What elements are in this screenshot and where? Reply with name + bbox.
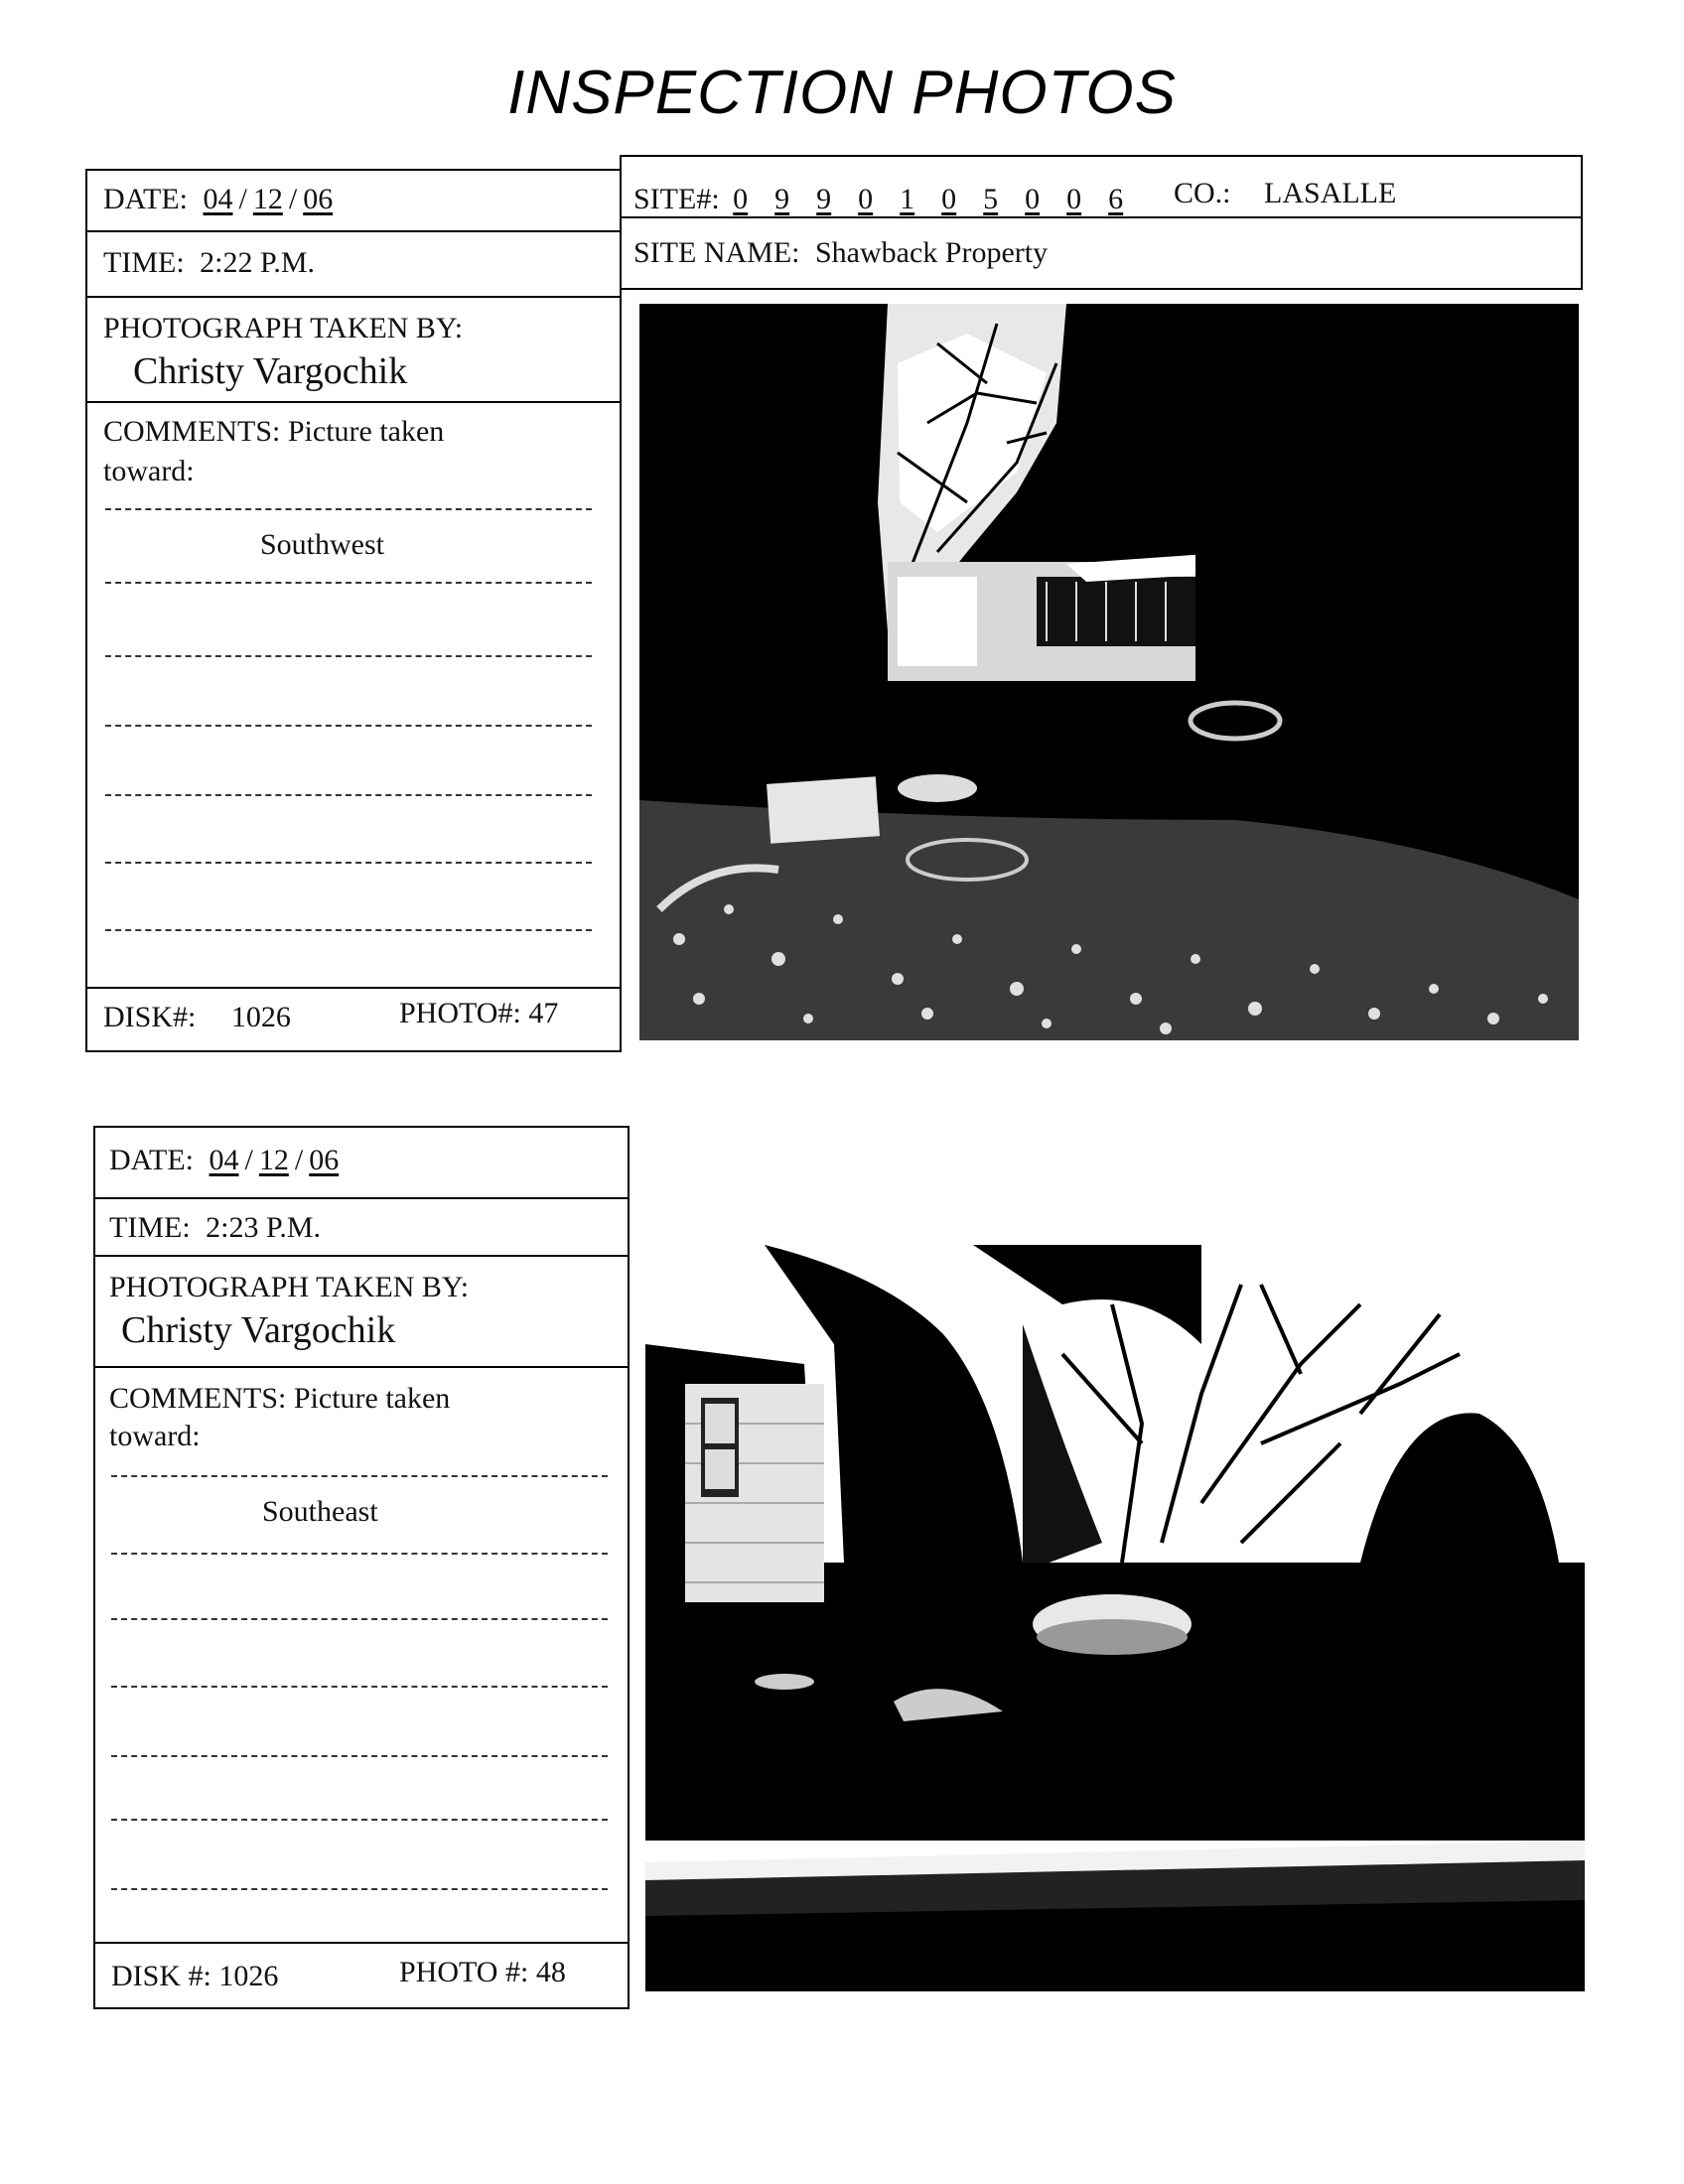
photo-row: PHOTO #: 48: [399, 1956, 566, 1988]
comments-label: COMMENTS: Picture taken: [103, 415, 445, 448]
county-value: LASALLE: [1264, 177, 1397, 209]
date-year: 06: [303, 183, 334, 215]
photo-value: 47: [528, 997, 559, 1029]
comments-label: COMMENTS: Picture taken: [109, 1382, 451, 1415]
time-row: TIME: 2:23 P.M.: [109, 1211, 322, 1244]
time-row: TIME: 2:22 P.M.: [103, 246, 316, 279]
taken-by-label: PHOTOGRAPH TAKEN BY:: [103, 312, 464, 344]
disk-row: DISK#: 1026: [103, 1001, 291, 1033]
time-value: 2:22 P.M.: [200, 246, 316, 279]
date-month: 04: [203, 183, 233, 215]
date-day: 12: [258, 1144, 289, 1176]
site-header-box: [620, 155, 1583, 290]
photographer-name: Christy Vargochik: [133, 350, 408, 392]
date-row: DATE: 04 / 12 / 06: [103, 183, 334, 215]
date-row: DATE: 04 / 12 / 06: [109, 1144, 340, 1176]
inspection-photo-2: [645, 1245, 1585, 1991]
page-title: INSPECTION PHOTOS: [507, 59, 1177, 127]
date-year: 06: [309, 1144, 340, 1176]
taken-by-label: PHOTOGRAPH TAKEN BY:: [109, 1271, 470, 1303]
date-month: 04: [209, 1144, 239, 1176]
photographer-name: Christy Vargochik: [121, 1309, 396, 1351]
date-day: 12: [252, 183, 283, 215]
time-value: 2:23 P.M.: [206, 1211, 322, 1244]
comments-label-2: toward:: [109, 1420, 201, 1452]
disk-row: DISK #: 1026: [111, 1960, 279, 1992]
record-2-info-box: [93, 1126, 630, 2009]
site-number: 0 9 9 0 1 0 5 0 0 6: [733, 183, 1124, 215]
direction-value: Southwest: [260, 528, 385, 561]
disk-value: 1026: [218, 1960, 279, 1992]
site-number-row: SITE#: 0 9 9 0 1 0 5 0 0 6: [633, 183, 1150, 216]
inspection-photo-1: [639, 304, 1579, 1040]
comments-label-2: toward:: [103, 455, 195, 487]
photo-row: PHOTO#: 47: [399, 997, 559, 1029]
site-name-row: SITE NAME: Shawback Property: [633, 236, 1049, 269]
direction-value: Southeast: [262, 1495, 378, 1528]
county-row: CO.: LASALLE: [1174, 177, 1397, 209]
disk-value: 1026: [230, 1001, 291, 1033]
photo-value: 48: [535, 1956, 566, 1988]
site-name-value: Shawback Property: [815, 236, 1049, 269]
record-1-info-box: [85, 169, 622, 1052]
